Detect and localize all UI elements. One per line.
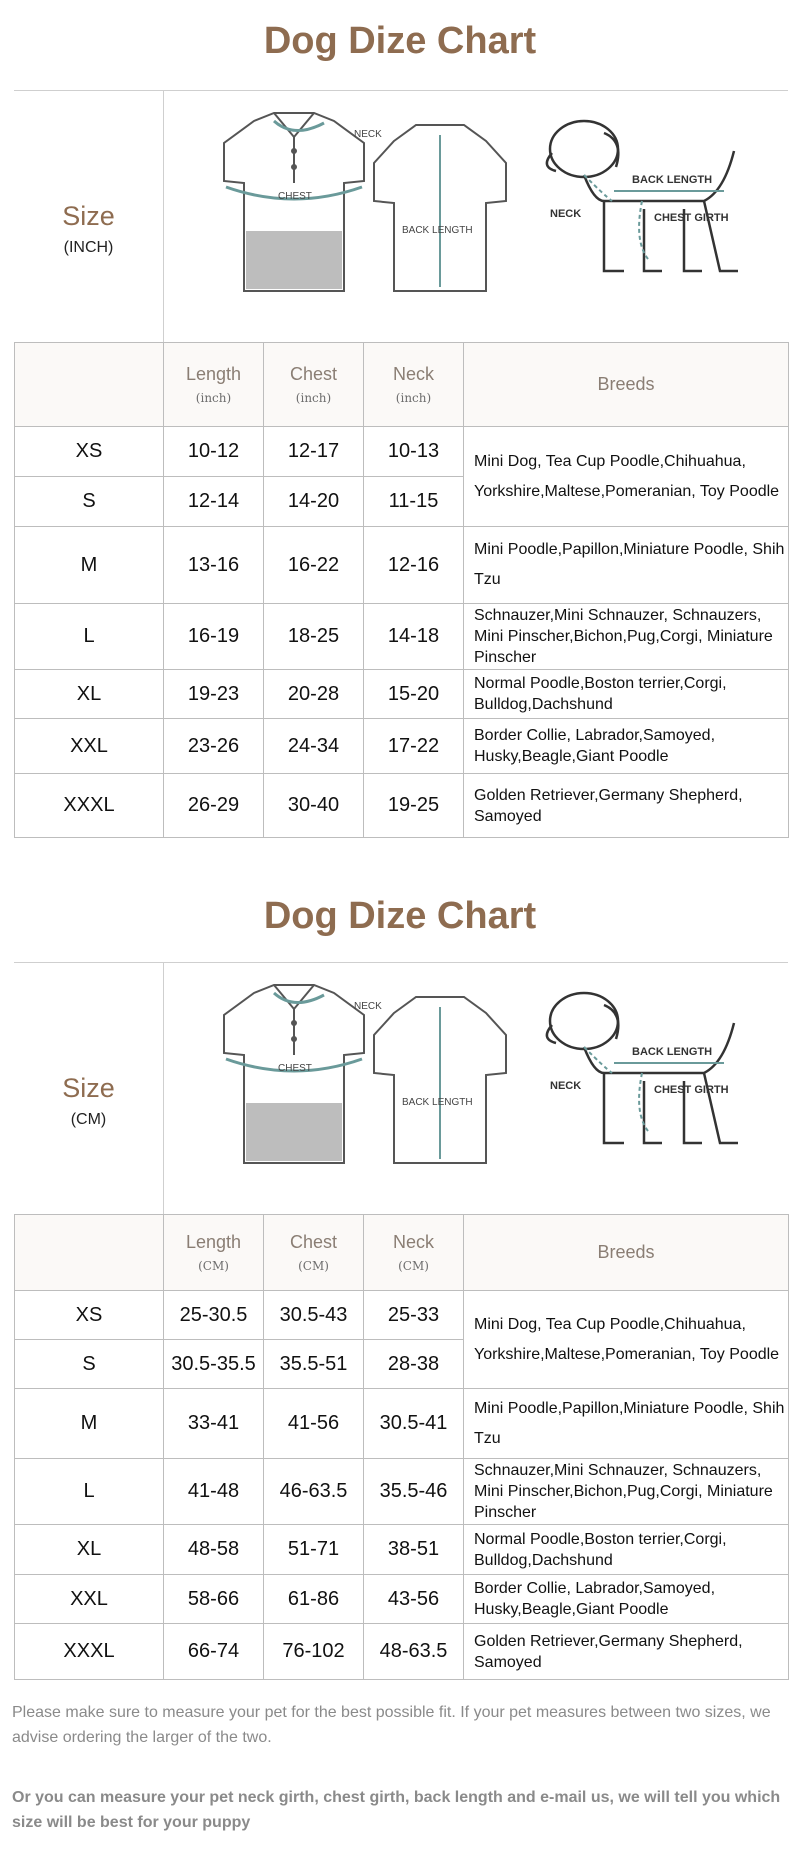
length-cell: 12-14 [164, 477, 264, 527]
shirt-front-icon [224, 113, 364, 291]
size-header-cell [14, 91, 164, 343]
chest-cell: 18-25 [264, 604, 364, 670]
dog-back-length-label: BACK LENGTH [632, 174, 713, 186]
length-cell: 26-29 [164, 774, 264, 838]
table-row [15, 527, 789, 604]
chest-cell: 16-22 [264, 527, 364, 604]
size-label: Size [62, 201, 115, 231]
chest-cell: 24-34 [264, 719, 364, 774]
illustration-row [14, 90, 788, 344]
length-cell: 41-48 [164, 1459, 264, 1525]
chest-cell: 20-28 [264, 670, 364, 719]
size-cell: XL [15, 1525, 164, 1575]
size-cell: M [15, 527, 164, 604]
neck-cell: 48-63.5 [364, 1624, 464, 1680]
neck-cell: 19-25 [364, 774, 464, 838]
table-row [15, 719, 789, 774]
back-length-label: BACK LENGTH [402, 1097, 473, 1108]
breeds-cell: Border Collie, Labrador,Samoyed, Husky,Beagle,Giant Poodle [464, 1575, 789, 1624]
chart-title: Dog Dize Chart [263, 895, 537, 937]
chest-cell: 61-86 [264, 1575, 364, 1624]
size-header-cell [14, 963, 164, 1215]
neck-cell: 17-22 [364, 719, 464, 774]
chest-cell: 41-56 [264, 1389, 364, 1459]
size-cell: S [15, 1340, 164, 1389]
table-row [15, 670, 789, 719]
dog-chest-girth-label: CHEST GIRTH [654, 1084, 729, 1096]
neck-cell: 14-18 [364, 604, 464, 670]
breeds-cell: Schnauzer,Mini Schnauzer, Schnauzers, Mini Pinscher,Bichon,Pug,Corgi, Miniature Pinscher [464, 1459, 789, 1525]
size-cell: L [15, 1459, 164, 1525]
chest-cell: 51-71 [264, 1525, 364, 1575]
length-cell: 13-16 [164, 527, 264, 604]
chest-cell: 76-102 [264, 1624, 364, 1680]
neck-cell: 30.5-41 [364, 1389, 464, 1459]
size-table [14, 342, 789, 838]
table-row [15, 1291, 789, 1340]
length-cell: 48-58 [164, 1525, 264, 1575]
size-cell: XXL [15, 1575, 164, 1624]
header-breeds: Breeds [464, 1215, 789, 1291]
dog-neck-label: NECK [550, 208, 582, 220]
dog-chest-girth-label: CHEST GIRTH [654, 212, 729, 224]
size-cell: M [15, 1389, 164, 1459]
size-cell: XS [15, 1291, 164, 1340]
breeds-cell: Mini Poodle,Papillon,Miniature Poodle, Shih Tzu [464, 1389, 789, 1459]
table-header-row [15, 1215, 789, 1291]
header-neck: Neck (inch) [364, 343, 464, 427]
size-cell: XL [15, 670, 164, 719]
chest-label: CHEST [278, 1063, 312, 1074]
size-cell: XXXL [15, 1624, 164, 1680]
dog-icon [547, 993, 738, 1143]
neck-label: NECK [354, 129, 382, 140]
length-cell: 23-26 [164, 719, 264, 774]
contact-note: Or you can measure your pet neck girth, chest girth, back length and e-mail us, we will tell you which size will be best for your puppy [12, 1789, 781, 1831]
measurement-illustration [164, 963, 788, 1215]
breeds-cell: Mini Dog, Tea Cup Poodle,Chihuahua, Yorkshire,Maltese,Pomeranian, Toy Poodle [464, 1291, 789, 1389]
table-row [15, 604, 789, 670]
neck-cell: 38-51 [364, 1525, 464, 1575]
length-cell: 25-30.5 [164, 1291, 264, 1340]
chest-cell: 14-20 [264, 477, 364, 527]
header-neck: Neck (CM) [364, 1215, 464, 1291]
dog-icon [547, 121, 738, 271]
table-row [15, 1575, 789, 1624]
chest-cell: 46-63.5 [264, 1459, 364, 1525]
length-cell: 30.5-35.5 [164, 1340, 264, 1389]
size-unit: (CM) [70, 1111, 107, 1128]
length-cell: 58-66 [164, 1575, 264, 1624]
measurement-note: Please make sure to measure your pet for the best possible fit. If your pet measures between two sizes, we advise ordering the larger of the two. [12, 1704, 771, 1746]
chest-cell: 30-40 [264, 774, 364, 838]
table-row [15, 1525, 789, 1575]
neck-cell: 12-16 [364, 527, 464, 604]
size-unit: (INCH) [63, 239, 114, 256]
breeds-cell: Golden Retriever,Germany Shepherd, Samoyed [464, 774, 789, 838]
header-empty-cell [15, 343, 164, 427]
shirt-front-icon [224, 985, 364, 1163]
table-row [15, 1389, 789, 1459]
neck-cell: 10-13 [364, 427, 464, 477]
size-label: Size [62, 1073, 115, 1103]
size-cell: XS [15, 427, 164, 477]
header-breeds: Breeds [464, 343, 789, 427]
length-cell: 33-41 [164, 1389, 264, 1459]
size-cell: L [15, 604, 164, 670]
table-row [15, 774, 789, 838]
table-row [15, 1459, 789, 1525]
breeds-cell: Golden Retriever,Germany Shepherd, Samoyed [464, 1624, 789, 1680]
neck-cell: 11-15 [364, 477, 464, 527]
length-cell: 19-23 [164, 670, 264, 719]
chest-cell: 12-17 [264, 427, 364, 477]
header-empty-cell [15, 1215, 164, 1291]
size-cell: XXL [15, 719, 164, 774]
header-length: Length (inch) [164, 343, 264, 427]
neck-cell: 28-38 [364, 1340, 464, 1389]
length-cell: 16-19 [164, 604, 264, 670]
size-cell: S [15, 477, 164, 527]
breeds-cell: Mini Poodle,Papillon,Miniature Poodle, Shih Tzu [464, 527, 789, 604]
neck-cell: 43-56 [364, 1575, 464, 1624]
neck-cell: 35.5-46 [364, 1459, 464, 1525]
dog-neck-label: NECK [550, 1080, 582, 1092]
header-chest: Chest (inch) [264, 343, 364, 427]
breeds-cell: Schnauzer,Mini Schnauzer, Schnauzers, Mini Pinscher,Bichon,Pug,Corgi, Miniature Pinscher [464, 604, 789, 670]
table-row [15, 1624, 789, 1680]
dog-back-length-label: BACK LENGTH [632, 1046, 713, 1058]
table-header-row [15, 343, 789, 427]
size-cell: XXXL [15, 774, 164, 838]
chart-title: Dog Dize Chart [263, 20, 537, 62]
header-length: Length (CM) [164, 1215, 264, 1291]
back-length-label: BACK LENGTH [402, 225, 473, 236]
length-cell: 66-74 [164, 1624, 264, 1680]
breeds-cell: Border Collie, Labrador,Samoyed, Husky,Beagle,Giant Poodle [464, 719, 789, 774]
table-row [15, 427, 789, 477]
neck-cell: 15-20 [364, 670, 464, 719]
length-cell: 10-12 [164, 427, 264, 477]
neck-cell: 25-33 [364, 1291, 464, 1340]
chest-label: CHEST [278, 191, 312, 202]
breeds-cell: Normal Poodle,Boston terrier,Corgi, Bulldog,Dachshund [464, 670, 789, 719]
chest-cell: 30.5-43 [264, 1291, 364, 1340]
size-table [14, 1214, 789, 1680]
breeds-cell: Mini Dog, Tea Cup Poodle,Chihuahua, Yorkshire,Maltese,Pomeranian, Toy Poodle [464, 427, 789, 527]
header-chest: Chest (CM) [264, 1215, 364, 1291]
illustration-row [14, 962, 788, 1216]
chest-cell: 35.5-51 [264, 1340, 364, 1389]
neck-label: NECK [354, 1001, 382, 1012]
measurement-illustration [164, 91, 788, 343]
breeds-cell: Normal Poodle,Boston terrier,Corgi, Bulldog,Dachshund [464, 1525, 789, 1575]
